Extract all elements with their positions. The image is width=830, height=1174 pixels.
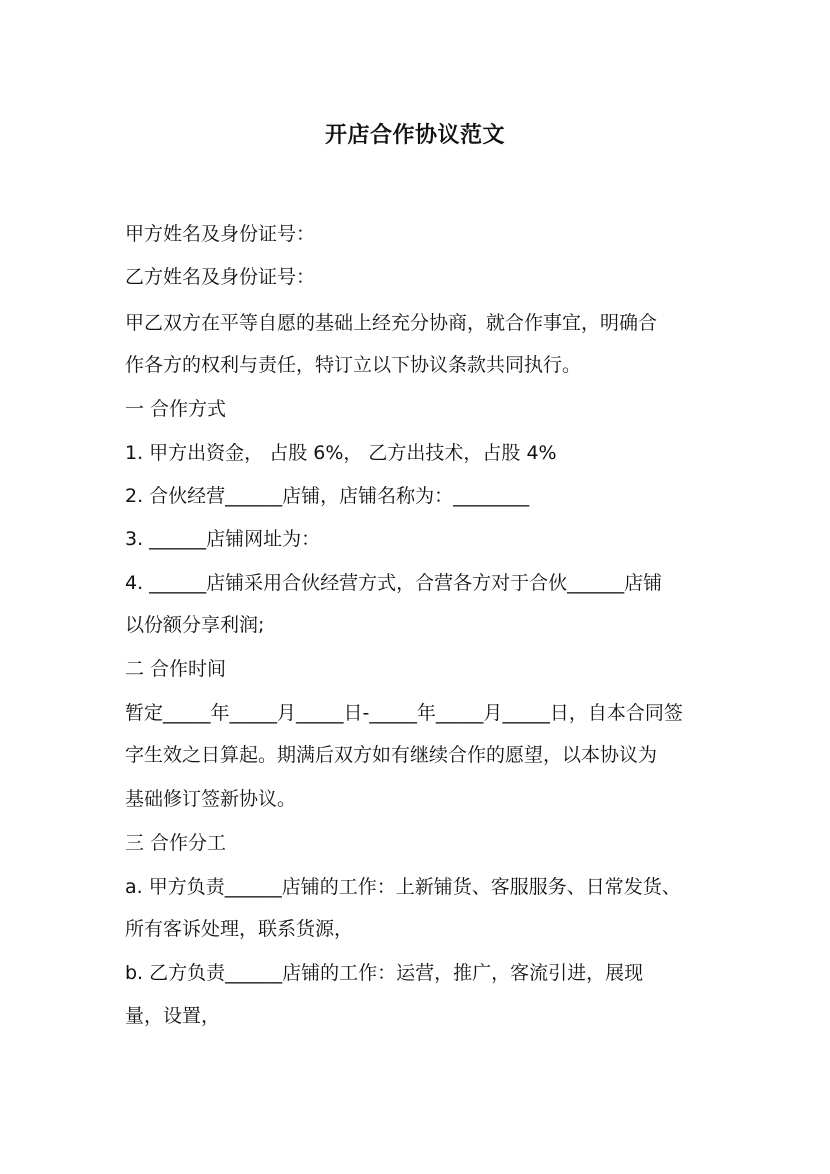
party-b-id-line: 乙方姓名及身份证号： bbox=[125, 266, 316, 288]
term-line-1: 暂定_____年_____月_____日-_____年_____月_____日，自本合同签 bbox=[125, 702, 683, 724]
clause-1: 1. 甲方出资金， 占股 6%， 乙方出技术，占股 4% bbox=[125, 442, 557, 464]
term-line-3: 基础修订签新协议。 bbox=[125, 788, 297, 810]
preamble-line-2: 作各方的权利与责任，特订立以下协议条款共同执行。 bbox=[125, 354, 582, 376]
document-title: 开店合作协议范文 bbox=[324, 123, 505, 148]
clause-3: 3. ______店铺网址为： bbox=[125, 528, 321, 550]
term-line-2: 字生效之日算起。期满后双方如有继续合作的愿望，以本协议为 bbox=[125, 744, 658, 766]
clause-2: 2. 合伙经营______店铺，店铺名称为：________ bbox=[125, 485, 530, 507]
party-a-id-line: 甲方姓名及身份证号： bbox=[125, 223, 316, 245]
section-heading-cooperation-time: 二 合作时间 bbox=[125, 658, 227, 680]
section-heading-cooperation-mode: 一 合作方式 bbox=[125, 398, 227, 420]
preamble-line-1: 甲乙双方在平等自愿的基础上经充分协商，就合作事宜，明确合 bbox=[125, 312, 658, 334]
duty-b-line-1: b. 乙方负责______店铺的工作：运营，推广，客流引进，展现 bbox=[125, 962, 644, 984]
duty-b-line-2: 量，设置， bbox=[125, 1005, 221, 1027]
clause-4-line-1: 4. ______店铺采用合伙经营方式，合营各方对于合伙______店铺 bbox=[125, 572, 663, 594]
section-heading-division-of-work: 三 合作分工 bbox=[125, 832, 227, 854]
watermark: ​ bbox=[263, 431, 337, 537]
clause-4-line-2: 以份额分享利润; bbox=[125, 614, 265, 636]
duty-a-line-2: 所有客诉处理，联系货源， bbox=[125, 918, 354, 940]
duty-a-line-1: a. 甲方负责______店铺的工作：上新铺货、客服服务、日常发货、 bbox=[125, 876, 681, 898]
